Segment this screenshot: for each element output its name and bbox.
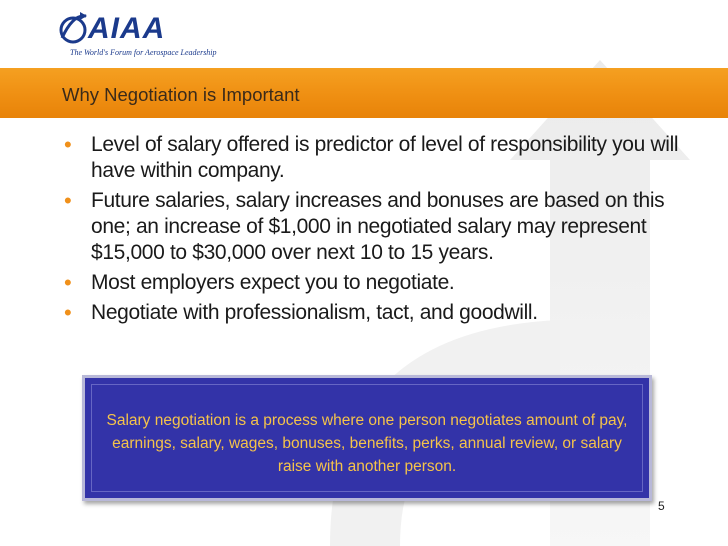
- bullet-list: [62, 132, 702, 330]
- bullet-text: Negotiate with professionalism, tact, and goodwill.: [91, 301, 538, 324]
- definition-text: Salary negotiation is a process where one person negotiates amount of pay, earnings, salary, wages, bonuses, benefits, perks, annual review, or salary raise with another person.: [106, 412, 628, 475]
- slide-title: Why Negotiation is Important: [62, 84, 300, 105]
- bullet-marker-icon: •: [64, 300, 72, 325]
- bullet-text: Level of salary offered is predictor of level of responsibility you will have within company.: [91, 133, 679, 182]
- list-item: [62, 132, 702, 184]
- page-number: 5: [658, 499, 665, 513]
- logo-tagline: The World's Forum for Aerospace Leadership: [70, 48, 217, 57]
- title-band: [0, 68, 728, 118]
- bullet-marker-icon: •: [64, 188, 72, 213]
- list-item: [62, 300, 702, 326]
- bullet-text: Most employers expect you to negotiate.: [91, 271, 455, 294]
- bullet-marker-icon: •: [64, 270, 72, 295]
- list-item: [62, 270, 702, 296]
- logo-wordmark: AIAA: [88, 12, 166, 45]
- list-item: [62, 188, 702, 266]
- bullet-marker-icon: •: [64, 132, 72, 157]
- definition-box: [82, 375, 652, 501]
- aiaa-logo: [58, 10, 217, 58]
- logo-globe-icon: [58, 10, 88, 46]
- bullet-text: Future salaries, salary increases and bonuses are based on this one; an increase of $1,000 in negotiated salary may represent $15,000 to $30,000 over next 10 to 15 years.: [91, 189, 665, 264]
